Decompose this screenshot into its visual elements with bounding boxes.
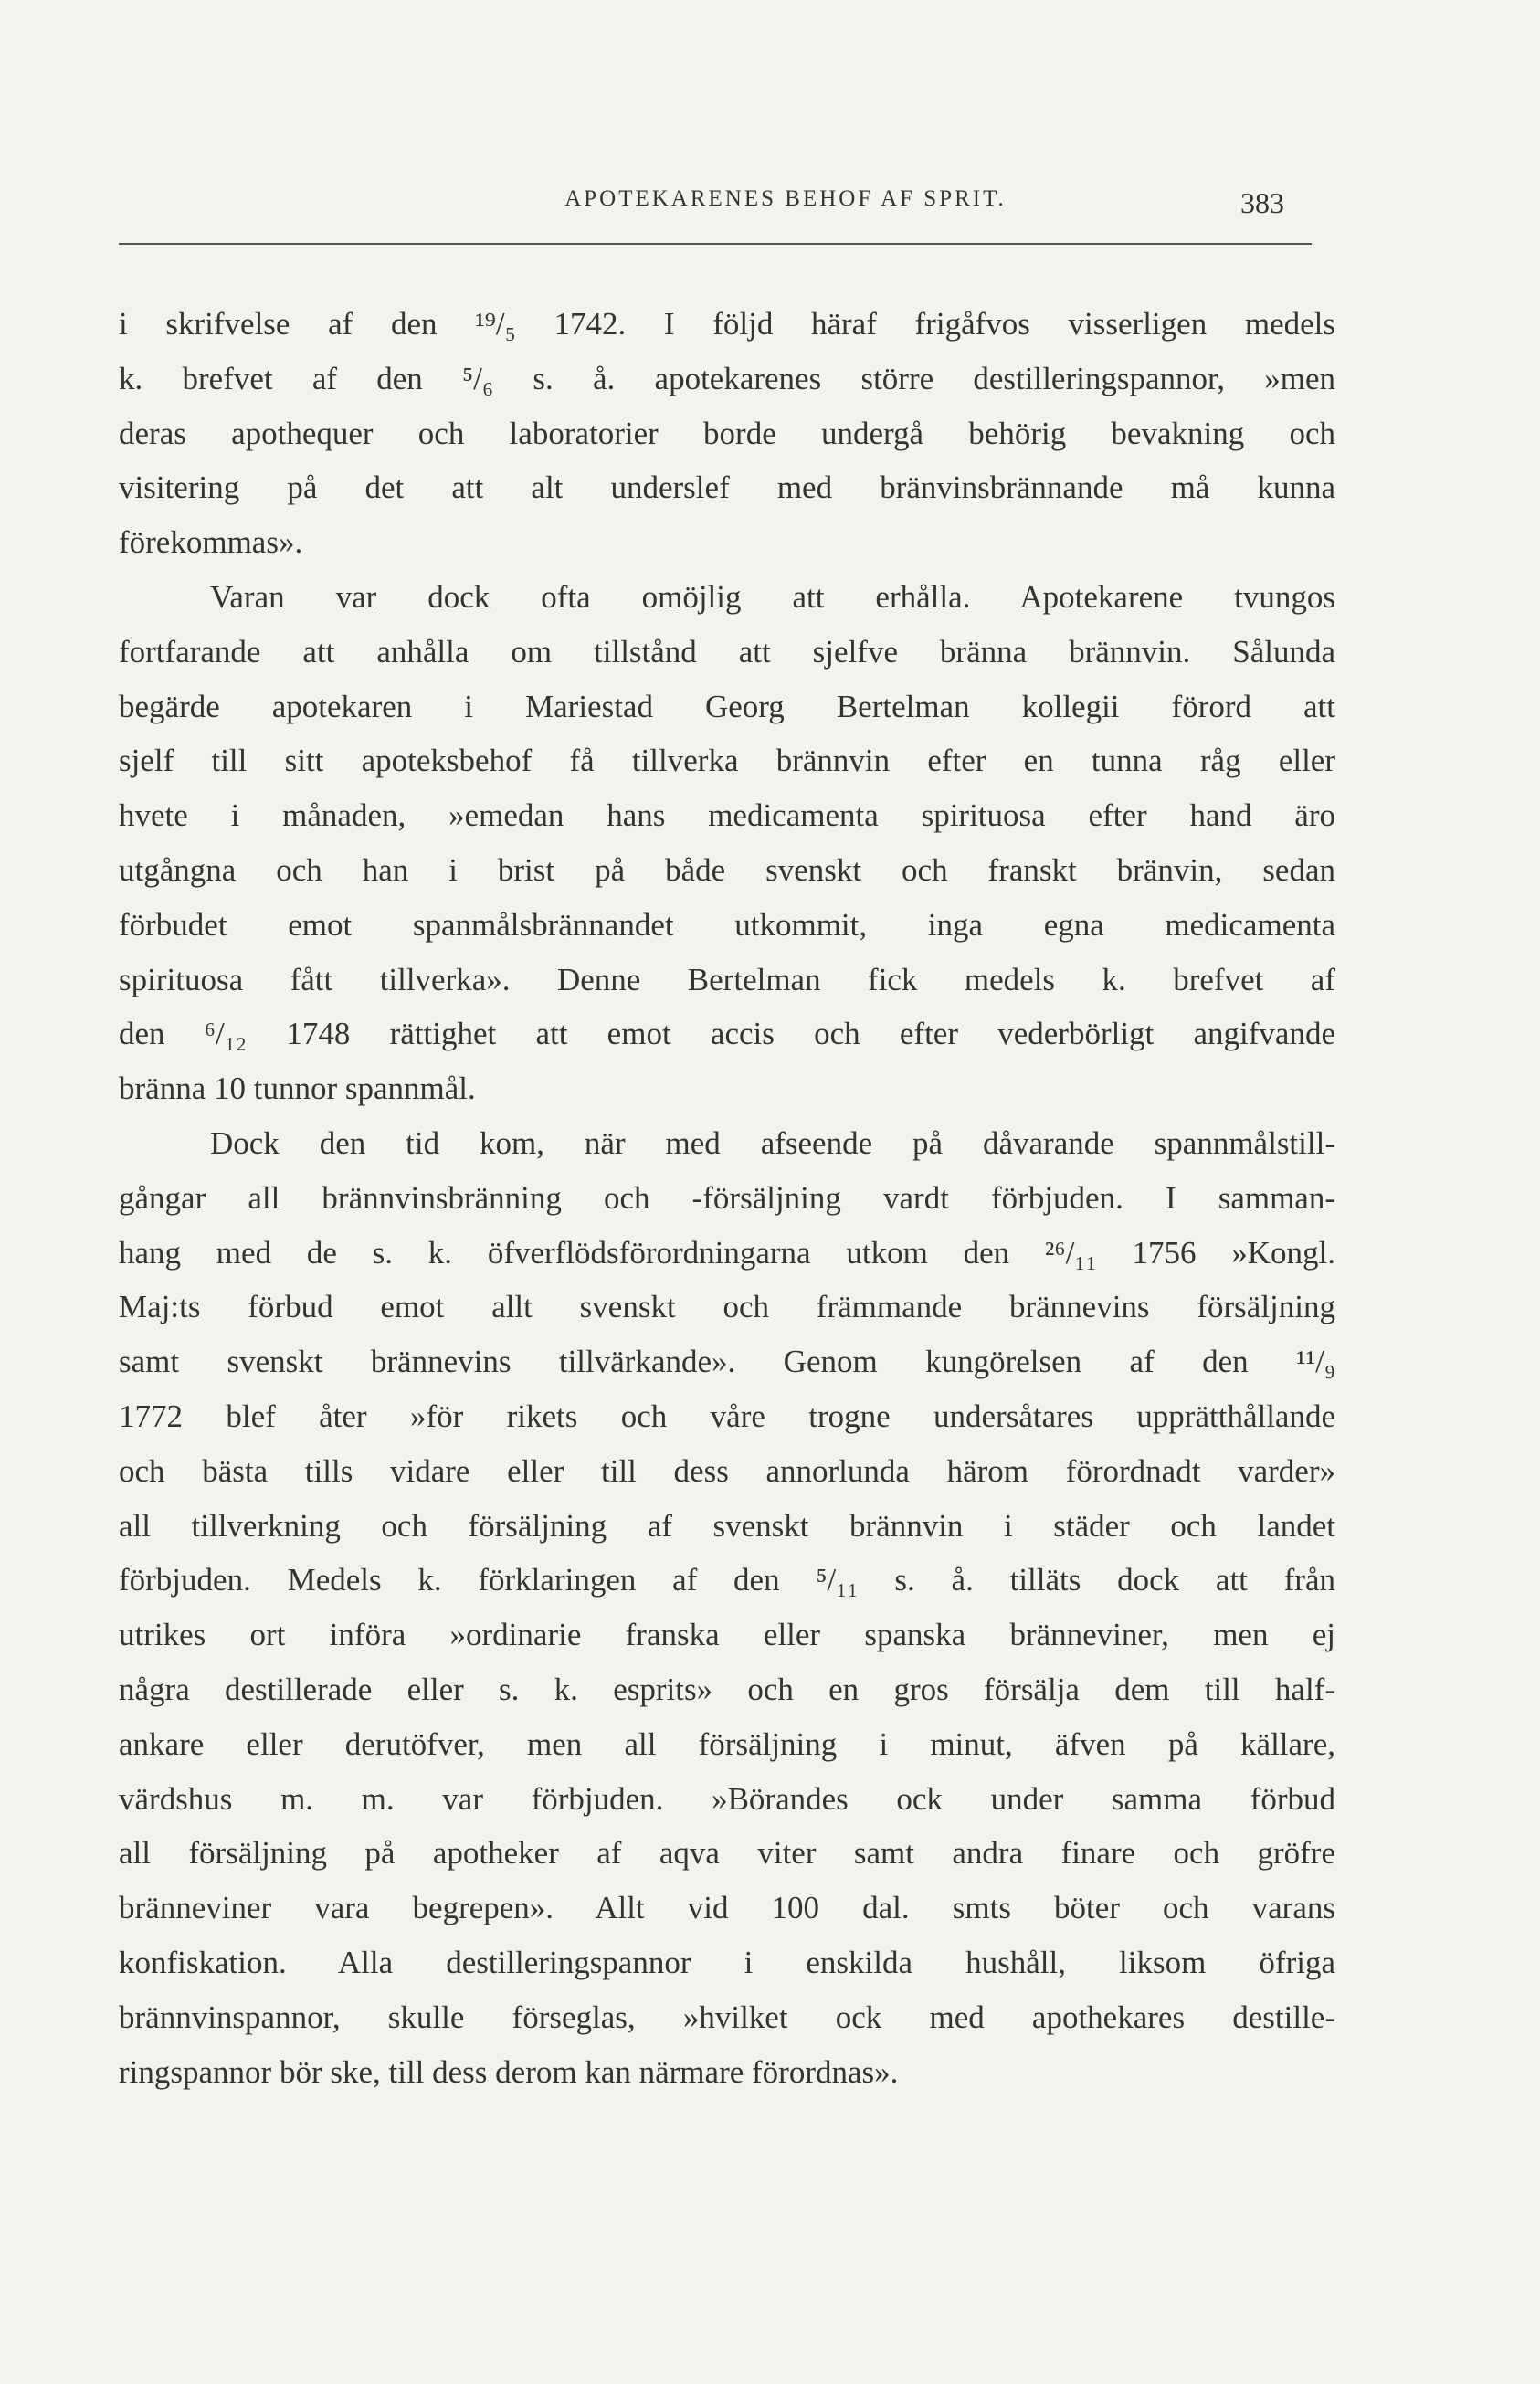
text-line: ringspannor bör ske, till dess derom kan närmare förordnas». [119,2053,899,2090]
text-line: deras apothequer och laboratorier borde undergå behörig bevakning och [119,415,1335,451]
text-line: Maj:ts förbud emot allt svenskt och främmande brännevins försäljning [119,1289,1335,1325]
text-line: bränneviner vara begrepen». Allt vid 100 dal. smts böter och varans [119,1890,1335,1926]
text-line: visitering på det att alt underslef med bränvinsbrännande må kunna [119,469,1335,506]
text-line: Varan var dock ofta omöjlig att erhålla. Apotekarene tvungos [210,578,1335,615]
text-line: 1772 blef åter »för rikets och våre trogne undersåtares upprätthållande [119,1398,1335,1434]
text-line: hvete i månaden, »emedan hans medicamenta spirituosa efter hand äro [119,797,1335,834]
text-line: utrikes ort införa »ordinarie franska eller spanska bränneviner, men ej [119,1617,1335,1653]
text-line: samt svenskt brännevins tillvärkande». Genom kungörelsen af den ¹¹/₉ [119,1344,1335,1380]
text-line: ankare eller derutöfver, men all försäljning i minut, äfven på källare, [119,1725,1335,1762]
text-line: bränna 10 tunnor spannmål. [119,1071,476,1107]
text-line: fortfarande att anhålla om tillstånd att sjelfve bränna brännvin. Sålunda [119,633,1335,670]
text-line: begärde apotekaren i Mariestad Georg Bertelman kollegii förord att [119,688,1335,724]
text-line: förbjuden. Medels k. förklaringen af den ⁵/₁₁ s. å. tilläts dock att från [119,1562,1335,1598]
text-line: all försäljning på apotheker af aqva viter samt andra finare och gröfre [119,1835,1335,1872]
page-header [119,186,1312,245]
text-line: förbudet emot spanmålsbrännandet utkommit, inga egna medicamenta [119,906,1335,943]
text-line: Dock den tid kom, när med afseende på dåvarande spannmålstill- [210,1124,1335,1161]
text-line: sjelf till sitt apoteksbehof få tillverka brännvin efter en tunna råg eller [119,743,1335,779]
text-line: all tillverkning och försäljning af svenskt brännvin i städer och landet [119,1507,1335,1544]
text-line: några destillerade eller s. k. esprits» och en gros försälja dem till half- [119,1671,1335,1707]
text-line: förekommas». [119,524,303,561]
text-line: gångar all brännvinsbränning och -försäljning vardt förbjuden. I samman- [119,1179,1335,1216]
body-text [119,297,1335,2099]
text-line: spirituosa fått tillverka». Denne Bertelman fick medels k. brefvet af [119,961,1335,997]
text-line: utgångna och han i brist på både svenskt och franskt bränvin, sedan [119,851,1335,888]
text-line: hang med de s. k. öfverflödsförordningarna utkom den ²⁶/₁₁ 1756 »Kongl. [119,1234,1335,1271]
text-line: k. brefvet af den ⁵/₆ s. å. apotekarenes större destilleringspannor, »men [119,360,1335,396]
text-line: i skrifvelse af den ¹⁹/₅ 1742. I följd häraf frigåfvos visserligen medels [119,306,1335,342]
text-line: och bästa tills vidare eller till dess annorlunda härom förordnadt varder» [119,1452,1335,1489]
text-line: konfiskation. Alla destilleringspannor i enskilda hushåll, liksom öfriga [119,1944,1335,1980]
text-line: den ⁶/₁₂ 1748 rättighet att emot accis och efter vederbörligt angifvande [119,1016,1335,1052]
text-line: värdshus m. m. var förbjuden. »Börandes ock under samma förbud [119,1780,1335,1817]
running-head: APOTEKARENES BEHOF AF SPRIT. [564,186,1007,211]
page-number: 383 [1240,186,1284,219]
text-line: brännvinspannor, skulle förseglas, »hvilket ock med apothekares destille- [119,1999,1335,2035]
